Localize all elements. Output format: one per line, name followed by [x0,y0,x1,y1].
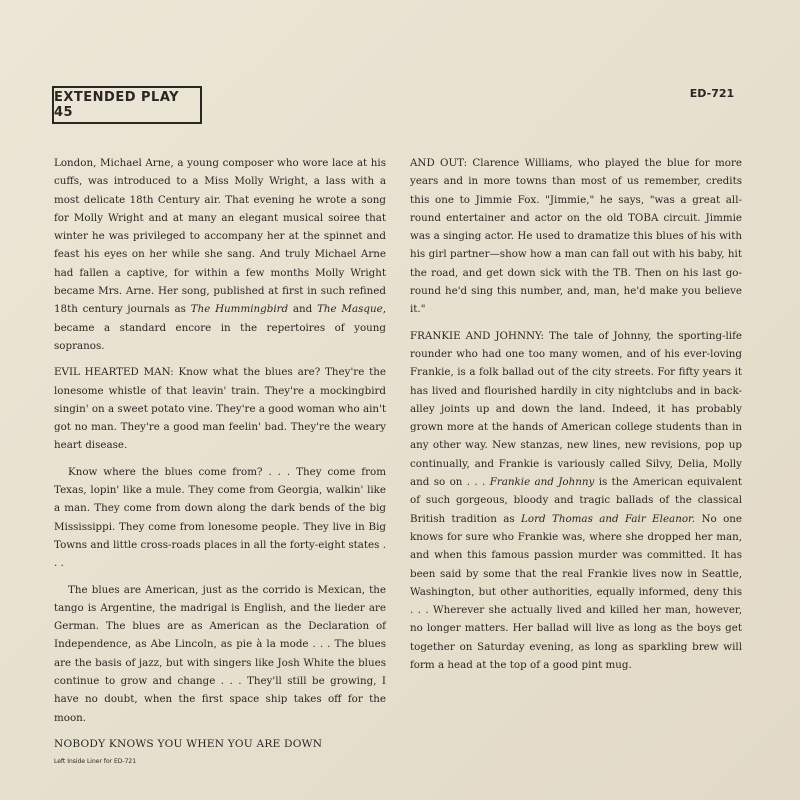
song-heading-frankie-and-johnny: FRANKIE AND JOHNNY: [410,329,544,342]
paragraph-blues-are-american: The blues are American, just as the corrido is Mexican, the tango is Argentine, the madrigal is English, and the lieder are German. The blues are as American as the Declaration of Independence, as Abe Lincoln, as pie à la mode . . . The blues are the basis of jazz, but with singers like Josh White the blues continue to grow and change . . . They'll still be growing, I have no doubt, when the first space ship takes off for the moon. [54,583,386,724]
extended-play-label [52,86,202,124]
right-text-column [410,154,742,682]
title-hummingbird: The Hummingbird [190,303,289,316]
song-heading-nobody-knows-you: NOBODY KNOWS YOU WHEN YOU ARE DOWN [54,737,323,750]
paragraph-frankie-and-johnny: FRANKIE AND JOHNNY: The tale of Johnny, the sporting-life rounder who had one too many women, and of his ever-loving Frankie, is a folk ballad out of the city streets. For fifty years it has lived and flourished hardily in city nightclubs and in back-alley joints up and down the land. Indeed, it has probably grown more at the hands of American college students than in any other way. New stanzas, new lines, new revisions, pop up continually, and Frankie is variously called Silvy, Delia, Molly and so on . . . Frankie and Johnny is the American equivalent of such gorgeous, bloody and tragic ballads of the classical British tradition as Lord Thomas and Fair Eleanor. No one knows for sure who Frankie was, where she dropped her man, and when this famous passion murder was committed. It has been said by some that the real Frankie lives now in Seattle, Washington, but other authorities, equally informed, deny this . . . Wherever she actually lived and killed her man, however, no longer matters. Her ballad will live as long as the boys get together on Saturday evening, as long as sparkling brew will form a head at the top of a good pint mug. [410,329,743,672]
title-lord-thomas: Lord Thomas and Fair Eleanor. [521,512,696,525]
left-text-column [54,154,386,761]
title-frankie-and-johnny: Frankie and Johnny [489,476,595,489]
song-heading-evil-hearted-man: EVIL HEARTED MAN: [54,366,174,379]
paragraph-where-blues-come-from: Know where the blues come from? . . . They come from Texas, lopin' like a mule. They come from Georgia, walkin' like a man. They come from down along the dark bends of the big Mississippi. They come from lonesome people. They live in Big Towns and little cross-roads places in all the forty-eight states . . . [54,465,386,570]
paragraph-molly-wright: London, Michael Arne, a young composer who wore lace at his cuffs, was introduced to a Miss Molly Wright, a lass with a most delicate 18th Century air. That evening he wrote a song for Molly Wright and at many an elegant musical soiree that winter he was privileged to accompany her at the spinnet and feast his eyes on her while she sang. And truly Michael Arne had fallen a captive, for within a few months Molly Wright became Mrs. Arne. Her song, published at first in such refined 18th century journals as The Hummingbird and The Masque, became a standard encore in the repertoires of young sopranos. [54,157,386,352]
liner-footnote: Left Inside Liner for ED-721 [54,758,137,765]
paragraph-and-out: AND OUT: Clarence Williams, who played the blue for more years and in more towns than most of us remember, credits this one to Jimmie Fox. "Jimmie," he says, "was a great all-round entertainer and actor on the old TOBA circuit. Jimmie was a singing actor. He used to dramatize this blues of his with his girl partner—show how a man can fall out with his baby, hit the road, and get down sick with the TB. Then on his last go-round he'd sing this number, and, man, he'd make you believe it." [410,157,742,316]
title-the-masque: The Masque [317,303,383,316]
extended-play-text: EXTENDED PLAY 45 [54,90,180,120]
song-heading-and-out: AND OUT: [410,157,468,169]
paragraph-evil-hearted-man: EVIL HEARTED MAN: Know what the blues are? They're the lonesome whistle of that leavin' train. They're a mockingbird singin' on a sweet potato vine. They're a good woman who ain't got no man. They're a good man feelin' bad. They're the weary heart disease. [54,366,386,452]
catalog-number: ED-721 [689,87,735,100]
